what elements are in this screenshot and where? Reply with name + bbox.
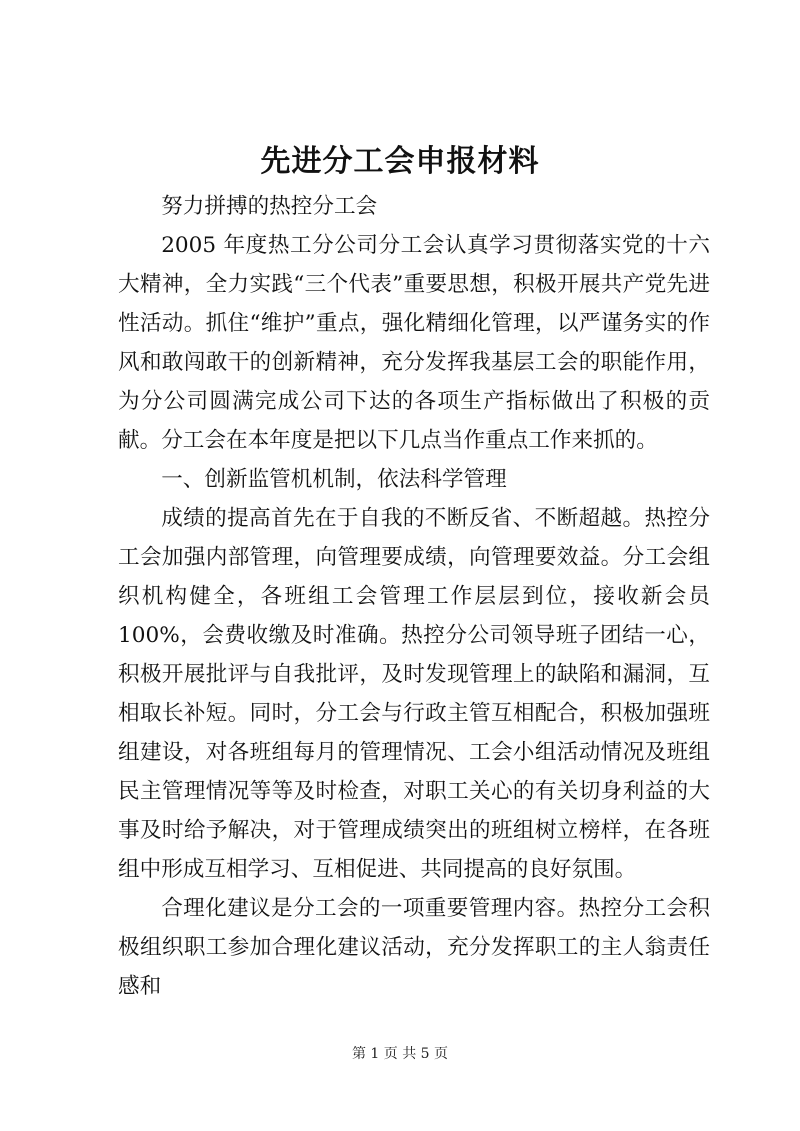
document-subtitle: 努力拼搏的热控分工会 [161, 194, 378, 219]
document-body [118, 187, 710, 1006]
page-number: 第 1 页 共 5 页 [351, 1046, 449, 1062]
paragraph-intro: 2005 年度热工分公司分工会认真学习贯彻落实党的十六大精神，全力实践“三个代表”重要思想，积极开展共产党先进性活动。抓住“维护”重点，强化精细化管理，以严谨务实的作风和敢闯敢干的创新精神，充分发挥我基层工会的职能作用，为分公司圆满完成公司下达的各项生产指标做出了积极的贡献。分工会在本年度是把以下几点当作重点工作来抓的。 [118, 233, 710, 453]
paragraph-management: 成绩的提高首先在于自我的不断反省、不断超越。热控分工会加强内部管理，向管理要成绩，向管理要效益。分工会组织机构健全，各班组工会管理工作层层到位，接收新会员 100%，会费收缴及时准确。热控分公司领导班子团结一心，积极开展批评与自我批评，及时发现管理上的缺陷和漏洞，互相取长补短。同时，分工会与行政主管互相配合，积极加强班组建设，对各班组每月的管理情况、工会小组活动情况及班组民主管理情况等等及时检查，对职工关心的有关切身利益的大事及时给予解决，对于管理成绩突出的班组树立榜样，在各班组中形成互相学习、互相促进、共同提高的良好氛围。 [118, 506, 710, 882]
document-title: 先进分工会申报材料 [260, 144, 540, 179]
section-heading-1: 一、创新监管机机制，依法科学管理 [161, 467, 507, 492]
paragraph-suggestions: 合理化建议是分工会的一项重要管理内容。热控分工会积极组织职工参加合理化建议活动，充分发挥职工的主人翁责任感和 [118, 896, 710, 999]
